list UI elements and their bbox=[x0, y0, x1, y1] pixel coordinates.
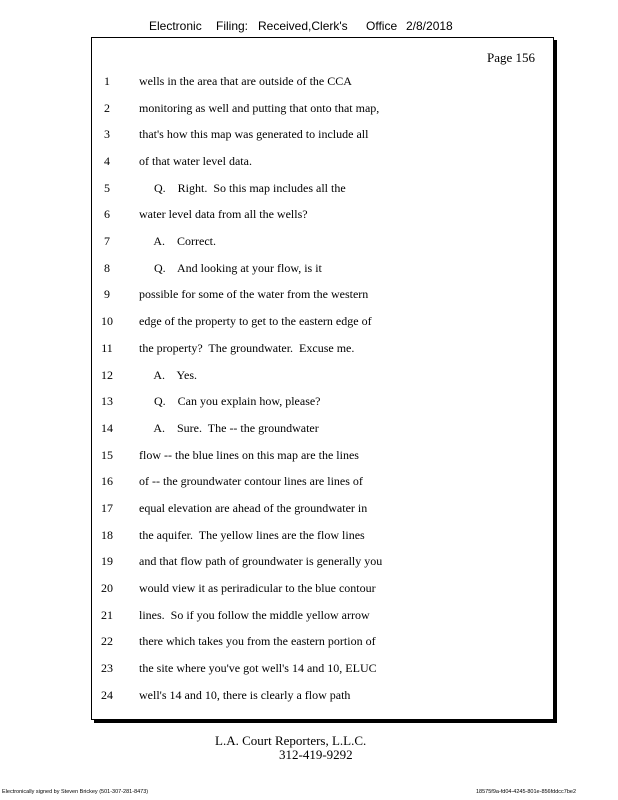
line-text: and that flow path of groundwater is generally you bbox=[139, 554, 383, 568]
line-number: 15 bbox=[101, 448, 113, 462]
page-number: Page 156 bbox=[487, 50, 536, 65]
line-text: the aquifer. The yellow lines are the flow lines bbox=[139, 528, 365, 542]
line-text: Q. Can you explain how, please? bbox=[139, 394, 321, 408]
document-hash: 18575f9a-fd04-4245-801e-856fddcc7be2 bbox=[476, 789, 576, 795]
footer-company-name: L.A. Court Reporters, L.L.C. bbox=[215, 733, 367, 748]
line-text: there which takes you from the eastern portion of bbox=[139, 634, 376, 648]
line-number: 23 bbox=[101, 661, 113, 675]
line-number: 7 bbox=[104, 234, 110, 248]
line-text: lines. So if you follow the middle yellow arrow bbox=[139, 608, 370, 622]
line-text: A. Sure. The -- the groundwater bbox=[139, 421, 319, 435]
line-number: 4 bbox=[104, 154, 110, 168]
line-text: A. Yes. bbox=[139, 368, 198, 382]
line-number: 1 bbox=[104, 74, 110, 88]
line-text: wells in the area that are outside of the CCA bbox=[139, 74, 352, 88]
filing-header-office: Office bbox=[366, 19, 398, 33]
line-text: possible for some of the water from the western bbox=[139, 287, 369, 301]
line-number: 18 bbox=[101, 528, 113, 542]
line-text: the site where you've got well's 14 and 10, ELUC bbox=[139, 661, 377, 675]
footer-phone-number: 312-419-9292 bbox=[279, 747, 353, 762]
filing-header-filing: Filing: bbox=[216, 19, 249, 33]
line-text: A. Correct. bbox=[139, 234, 216, 248]
line-text: equal elevation are ahead of the groundwater in bbox=[139, 501, 368, 515]
line-text: of -- the groundwater contour lines are lines of bbox=[139, 474, 363, 488]
line-number: 8 bbox=[104, 261, 110, 275]
line-text: of that water level data. bbox=[139, 154, 252, 168]
filing-header-date: 2/8/2018 bbox=[406, 19, 453, 33]
line-number: 20 bbox=[101, 581, 113, 595]
electronic-signature-note: Electronically signed by Steven Brickey (501-307-281-8473) bbox=[2, 789, 149, 795]
line-number: 11 bbox=[101, 341, 113, 355]
filing-header-electronic: Electronic bbox=[149, 19, 202, 33]
line-number: 13 bbox=[101, 394, 113, 408]
line-text: Q. Right. So this map includes all the bbox=[139, 181, 346, 195]
line-number: 14 bbox=[101, 421, 113, 435]
line-text: water level data from all the wells? bbox=[139, 207, 308, 221]
line-text: Q. And looking at your flow, is it bbox=[139, 261, 322, 275]
line-number: 24 bbox=[101, 688, 113, 702]
line-number: 21 bbox=[101, 608, 113, 622]
filing-header bbox=[0, 19, 618, 37]
line-number: 22 bbox=[101, 634, 113, 648]
line-number: 17 bbox=[101, 501, 113, 515]
line-number: 12 bbox=[101, 368, 113, 382]
line-number: 16 bbox=[101, 474, 113, 488]
line-text: that's how this map was generated to include all bbox=[139, 127, 369, 141]
line-number: 6 bbox=[104, 207, 110, 221]
line-number: 10 bbox=[101, 314, 113, 328]
line-number: 2 bbox=[104, 101, 110, 115]
line-number: 19 bbox=[101, 554, 113, 568]
line-number: 5 bbox=[104, 181, 110, 195]
line-text: would view it as periradicular to the blue contour bbox=[139, 581, 376, 595]
line-number: 9 bbox=[104, 287, 110, 301]
line-text: well's 14 and 10, there is clearly a flow path bbox=[139, 688, 351, 702]
line-text: monitoring as well and putting that onto that map, bbox=[139, 101, 380, 115]
line-text: flow -- the blue lines on this map are the lines bbox=[139, 448, 359, 462]
line-number: 3 bbox=[104, 127, 110, 141]
line-text: the property? The groundwater. Excuse me. bbox=[139, 341, 355, 355]
line-text: edge of the property to get to the eastern edge of bbox=[139, 314, 372, 328]
filing-header-received: Received,Clerk's bbox=[258, 19, 348, 33]
